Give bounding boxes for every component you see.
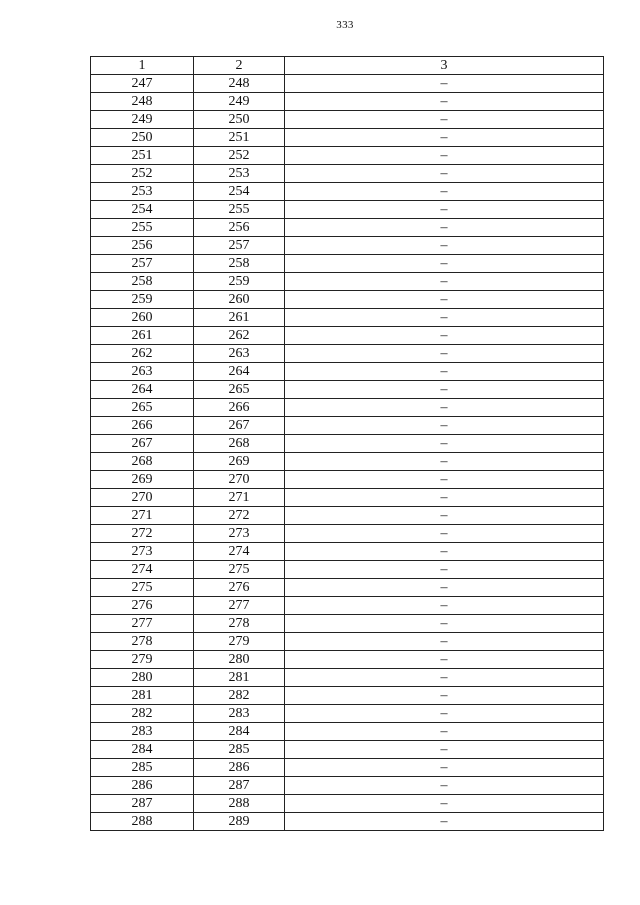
cell-col1: 251 xyxy=(91,147,194,165)
cell-col2: 250 xyxy=(194,111,285,129)
cell-col3: – xyxy=(285,75,604,93)
cell-col2: 254 xyxy=(194,183,285,201)
table-row xyxy=(91,345,604,363)
table-row xyxy=(91,363,604,381)
cell-col2: 267 xyxy=(194,417,285,435)
cell-col2: 286 xyxy=(194,759,285,777)
cell-col3: – xyxy=(285,219,604,237)
cell-col3: – xyxy=(285,183,604,201)
cell-col1: 255 xyxy=(91,219,194,237)
table-row xyxy=(91,471,604,489)
cell-col1: 252 xyxy=(91,165,194,183)
cell-col3: – xyxy=(285,129,604,147)
table-row xyxy=(91,687,604,705)
cell-col3: – xyxy=(285,345,604,363)
cell-col1: 284 xyxy=(91,741,194,759)
cell-col1: 275 xyxy=(91,579,194,597)
cell-col1: 263 xyxy=(91,363,194,381)
cell-col3: – xyxy=(285,813,604,831)
cell-col3: – xyxy=(285,417,604,435)
cell-col2: 252 xyxy=(194,147,285,165)
cell-col2: 283 xyxy=(194,705,285,723)
table-row xyxy=(91,507,604,525)
cell-col2: 266 xyxy=(194,399,285,417)
cell-col2: 273 xyxy=(194,525,285,543)
cell-col3: – xyxy=(285,471,604,489)
cell-col1: 254 xyxy=(91,201,194,219)
table-row xyxy=(91,453,604,471)
table-row xyxy=(91,417,604,435)
cell-col1: 282 xyxy=(91,705,194,723)
cell-col1: 259 xyxy=(91,291,194,309)
cell-col1: 272 xyxy=(91,525,194,543)
table-row xyxy=(91,219,604,237)
data-table xyxy=(90,56,604,831)
cell-col2: 270 xyxy=(194,471,285,489)
cell-col1: 287 xyxy=(91,795,194,813)
table-row xyxy=(91,741,604,759)
cell-col2: 251 xyxy=(194,129,285,147)
cell-col3: – xyxy=(285,489,604,507)
cell-col2: 248 xyxy=(194,75,285,93)
table-row xyxy=(91,129,604,147)
cell-col1: 276 xyxy=(91,597,194,615)
table-row xyxy=(91,489,604,507)
table-row xyxy=(91,255,604,273)
cell-col2: 285 xyxy=(194,741,285,759)
cell-col2: 259 xyxy=(194,273,285,291)
cell-col3: – xyxy=(285,291,604,309)
table-row xyxy=(91,615,604,633)
table-row xyxy=(91,705,604,723)
cell-col2: 260 xyxy=(194,291,285,309)
table-row xyxy=(91,399,604,417)
cell-col1: 250 xyxy=(91,129,194,147)
cell-col3: – xyxy=(285,741,604,759)
cell-col2: 275 xyxy=(194,561,285,579)
header-row xyxy=(91,57,604,75)
cell-col3: – xyxy=(285,597,604,615)
table-row xyxy=(91,813,604,831)
cell-col3: – xyxy=(285,399,604,417)
cell-col3: – xyxy=(285,111,604,129)
cell-col1: 286 xyxy=(91,777,194,795)
table-row xyxy=(91,723,604,741)
cell-col2: 253 xyxy=(194,165,285,183)
cell-col3: – xyxy=(285,255,604,273)
table-row xyxy=(91,75,604,93)
cell-col3: – xyxy=(285,381,604,399)
cell-col2: 257 xyxy=(194,237,285,255)
cell-col3: – xyxy=(285,579,604,597)
table-row xyxy=(91,543,604,561)
cell-col1: 248 xyxy=(91,93,194,111)
cell-col1: 266 xyxy=(91,417,194,435)
cell-col1: 283 xyxy=(91,723,194,741)
table-row xyxy=(91,597,604,615)
table-row xyxy=(91,579,604,597)
table-row xyxy=(91,561,604,579)
cell-col1: 265 xyxy=(91,399,194,417)
table-row xyxy=(91,795,604,813)
cell-col2: 268 xyxy=(194,435,285,453)
cell-col2: 255 xyxy=(194,201,285,219)
cell-col3: – xyxy=(285,561,604,579)
cell-col1: 288 xyxy=(91,813,194,831)
cell-col2: 272 xyxy=(194,507,285,525)
cell-col1: 261 xyxy=(91,327,194,345)
page-number: 333 xyxy=(336,19,354,31)
cell-col1: 273 xyxy=(91,543,194,561)
cell-col3: – xyxy=(285,687,604,705)
table-row xyxy=(91,759,604,777)
table-row xyxy=(91,291,604,309)
cell-col1: 268 xyxy=(91,453,194,471)
cell-col1: 278 xyxy=(91,633,194,651)
table-row xyxy=(91,327,604,345)
cell-col2: 280 xyxy=(194,651,285,669)
table-row xyxy=(91,525,604,543)
cell-col1: 260 xyxy=(91,309,194,327)
table-row xyxy=(91,183,604,201)
cell-col2: 274 xyxy=(194,543,285,561)
cell-col3: – xyxy=(285,543,604,561)
table-row xyxy=(91,165,604,183)
cell-col1: 269 xyxy=(91,471,194,489)
cell-col3: – xyxy=(285,669,604,687)
cell-col3: – xyxy=(285,435,604,453)
cell-col1: 267 xyxy=(91,435,194,453)
cell-col3: – xyxy=(285,273,604,291)
cell-col2: 276 xyxy=(194,579,285,597)
cell-col1: 256 xyxy=(91,237,194,255)
cell-col1: 247 xyxy=(91,75,194,93)
table-row xyxy=(91,201,604,219)
table-row xyxy=(91,147,604,165)
table-row xyxy=(91,237,604,255)
cell-col2: 249 xyxy=(194,93,285,111)
cell-col3: – xyxy=(285,705,604,723)
table-row xyxy=(91,111,604,129)
column-header-3: 3 xyxy=(285,57,604,75)
table-row xyxy=(91,777,604,795)
cell-col2: 287 xyxy=(194,777,285,795)
cell-col3: – xyxy=(285,777,604,795)
cell-col3: – xyxy=(285,759,604,777)
cell-col1: 262 xyxy=(91,345,194,363)
table-row xyxy=(91,669,604,687)
cell-col1: 285 xyxy=(91,759,194,777)
cell-col3: – xyxy=(285,795,604,813)
column-header-1: 1 xyxy=(91,57,194,75)
table-row xyxy=(91,381,604,399)
cell-col1: 277 xyxy=(91,615,194,633)
cell-col2: 281 xyxy=(194,669,285,687)
cell-col3: – xyxy=(285,453,604,471)
table-row xyxy=(91,435,604,453)
cell-col3: – xyxy=(285,147,604,165)
cell-col2: 261 xyxy=(194,309,285,327)
cell-col2: 284 xyxy=(194,723,285,741)
table-row xyxy=(91,309,604,327)
cell-col2: 279 xyxy=(194,633,285,651)
cell-col1: 258 xyxy=(91,273,194,291)
table-row xyxy=(91,273,604,291)
cell-col2: 264 xyxy=(194,363,285,381)
cell-col1: 270 xyxy=(91,489,194,507)
cell-col2: 258 xyxy=(194,255,285,273)
table-row xyxy=(91,93,604,111)
column-header-2: 2 xyxy=(194,57,285,75)
cell-col2: 277 xyxy=(194,597,285,615)
cell-col3: – xyxy=(285,201,604,219)
cell-col3: – xyxy=(285,615,604,633)
cell-col1: 274 xyxy=(91,561,194,579)
cell-col2: 269 xyxy=(194,453,285,471)
cell-col3: – xyxy=(285,165,604,183)
cell-col1: 264 xyxy=(91,381,194,399)
cell-col3: – xyxy=(285,651,604,669)
cell-col1: 280 xyxy=(91,669,194,687)
cell-col1: 257 xyxy=(91,255,194,273)
cell-col3: – xyxy=(285,525,604,543)
cell-col3: – xyxy=(285,507,604,525)
cell-col1: 279 xyxy=(91,651,194,669)
cell-col2: 288 xyxy=(194,795,285,813)
table-row xyxy=(91,651,604,669)
cell-col1: 253 xyxy=(91,183,194,201)
cell-col1: 281 xyxy=(91,687,194,705)
cell-col2: 265 xyxy=(194,381,285,399)
cell-col1: 249 xyxy=(91,111,194,129)
table-body xyxy=(91,75,604,831)
cell-col3: – xyxy=(285,237,604,255)
cell-col3: – xyxy=(285,327,604,345)
cell-col3: – xyxy=(285,363,604,381)
cell-col3: – xyxy=(285,633,604,651)
cell-col3: – xyxy=(285,723,604,741)
cell-col2: 256 xyxy=(194,219,285,237)
table-row xyxy=(91,633,604,651)
cell-col3: – xyxy=(285,309,604,327)
cell-col2: 289 xyxy=(194,813,285,831)
cell-col2: 282 xyxy=(194,687,285,705)
cell-col2: 263 xyxy=(194,345,285,363)
cell-col3: – xyxy=(285,93,604,111)
cell-col2: 262 xyxy=(194,327,285,345)
cell-col1: 271 xyxy=(91,507,194,525)
cell-col2: 271 xyxy=(194,489,285,507)
cell-col2: 278 xyxy=(194,615,285,633)
